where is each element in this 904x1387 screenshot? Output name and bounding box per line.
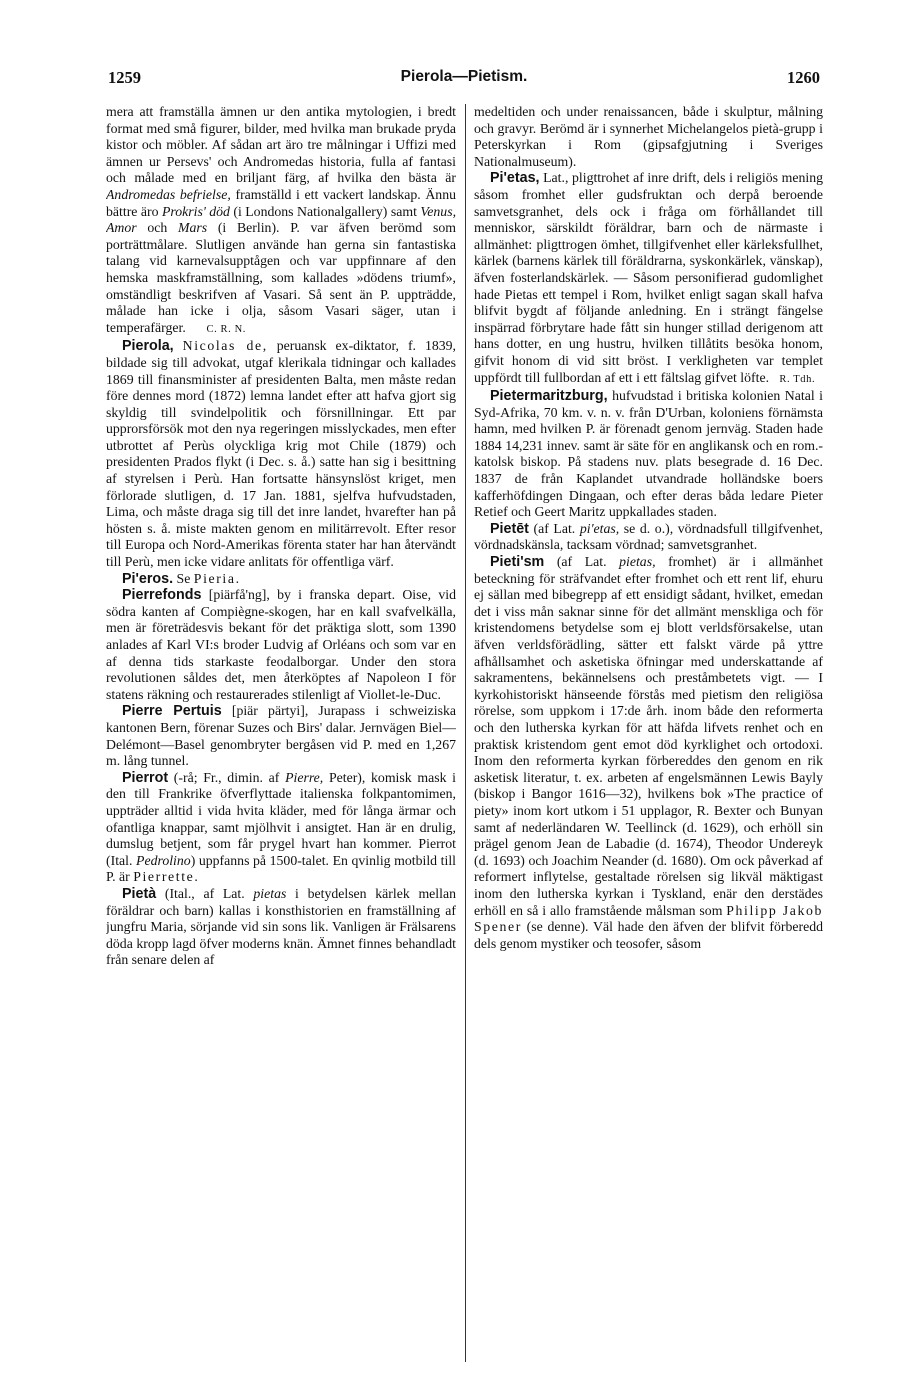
entry-text: peruansk ex-diktator, f. 1839, bildade sig till advokat, utgaf klerikala tidningar och kallades 1869 till finansminister af presidenten Balta, men måste redan före dennes mord (1872) lemna landet efter att hafva gjort sig skyldig till svindelpolitik och försnillningar. Ett par upprorsförsök mot den nya regeringen misslyckades, men efter utbrottet af Perùs olyckliga krig mot Chile (1879) och presidenten Prados flykt (i Dec. s. å.) satte han sig i besittning af styrelsen i Perù. Han fortsatte hänsynslöst kriget, men förlorade slutligen, d. 17 Jan. 1881, sjelfva hufvudstaden, Lima, och måste draga sig till det inre landet, hvarefter han på hösten s. å. miste makten genom en militärrevolt. Efter resor till Europa och Nord-Amerikas förenta stater har han återvändt till Perù, men icke vidare anlitats för offentliga värf. — [106, 338, 456, 570]
entry-pierola — [106, 338, 456, 570]
entry-text: Lat., pligttrohet af inre drift, dels i religiös mening såsom fromhet eller gudsfruktan och derpå beroende samvetsgranhet, dels ock i fråga om förhållandet till menniskor, särskildt föräldrar, barn och de närmaste i allmänhet: pligttrogen ömhet, tillgifvenhet eller kärleksfullhet, kärlek (barnens kärlek till föräldrarna, syskonkärlek, vänskap), äfven fosterlandskärlek. — Såsom personifierad gudomlighet hade Pietas ett tempel i Rom, hvilket enligt sagan skall hafva blifvit bygdt af följande anledning. En i strängt fängelse inspärrad förbrytare hade fått sin hunger stillad derigenom att hans dotter, en ung hustru, hvilken tillåtits besöka honom, gifvit honom di vid sitt bröst. I verkligheten var templet uppfördt till fullbordan af ett i ett fältslag gifvet löfte. — [474, 170, 823, 385]
entry-text: Peter), komisk mask i den till Frankrike öfverflyttade italienska folkpantomimen, uppträder alltid i vida hvita kläder, med för långa ärmar och ofantliga knappar, samt mjölhvit i ansigtet. Han är en drulig, dumslug betjent, som får prygel hvart han kommer. Pierrot (Ital. — [106, 769, 456, 868]
entry-text: se d. o.), vördnadsfull tillgifvenhet, vördnadskänsla, tacksam vördnad; samvetsgranhet. — [474, 520, 823, 553]
entry-text: (af Lat. — [528, 520, 580, 536]
entry-text: mera att framställa ämnen ur den antika mytologien, i bredt format med små figurer, bilder, med hvilka man brukade pryda kistor och möbler. Af sådan art äro tre målningar i Uffizi med ämnen ur Persevs' och Andromedas historia, fulla af fantasi och målade med en briljant färg, af hvilka den bästa är — [106, 104, 456, 186]
artwork-title: Venus, Amor — [106, 203, 456, 236]
entry-text: framställd i ett vackert landskap. Ännu bättre äro — [106, 186, 456, 219]
italic-term: Pierre, — [285, 769, 324, 785]
entry-text: (af Lat. — [544, 554, 620, 570]
entry-pierre-pertuis — [106, 703, 456, 769]
right-column — [474, 104, 823, 1364]
author-signature: C. R. N. — [206, 323, 247, 335]
entry-headword: Pierrefonds — [122, 587, 202, 604]
entry-text: [piärfå'ng], by i franska depart. Oise, vid södra kanten af Compiègne-skogen, har en kall svafvelkälla, men är företrädesvis bekant för det präktiga slott, som 1390 anlades af Karl VI:s broder Ludvig af Orléans och som var en af denna tids starkaste feodalborgar. Under den stora revolutionen såldes det, men återköptes af Napoleon I för statens räkning och restaurerades stilenligt af Viollet-le-Duc. — [106, 587, 456, 702]
entry-text: (i Londons Nationalgallery) samt — [229, 203, 421, 219]
entry-headword: Pietà — [122, 885, 157, 902]
entry-pierrot — [106, 770, 456, 886]
entry-text: (Ital., af Lat. — [156, 885, 254, 901]
entry-text: (se denne). Väl hade den äfven der blifvit förberedd dels genom mystiker och teosofer, såsom — [474, 919, 823, 951]
artwork-title: Andromedas befrielse, — [106, 186, 231, 202]
entry-headword: Pi'eros. — [122, 570, 174, 587]
entry-text: hufvudstad i britiska kolonien Natal i Syd-Afrika, 70 km. v. n. v. från D'Urban, koloniens förnämsta hamn, med hvilken P. är förenadt genom jernväg. Staden hade 1884 14,231 innev. samt är säte för en anglikansk och en rom.-katolsk biskop. På stadens nuv. plats besegrade d. 16 Dec. 1837 de från Kaplandet utvandrade holländske boers kafferhöfdingen Dingaan, och efter deras båda ledare Pieter Retief och Geert Maritz uppkallades staden. — [474, 388, 823, 520]
entry-text: (-rå; Fr., dimin. af — [168, 769, 286, 785]
entry-continuation — [106, 104, 456, 338]
entry-pieros — [106, 571, 456, 588]
artwork-title: Prokris' död — [161, 203, 230, 219]
running-title: Pierola—Pietism. — [400, 68, 528, 85]
entry-headword: Pi'etas, — [490, 170, 540, 187]
italic-term: pietas — [253, 885, 287, 901]
page-number-right: 1260 — [787, 68, 820, 87]
entry-pietism — [474, 554, 823, 952]
entry-pieta — [106, 886, 456, 969]
person-name: Nicolas de, — [182, 338, 268, 354]
entry-text: Se — [173, 570, 194, 586]
spaced-term: Philipp Jakob Spener — [474, 902, 823, 935]
entry-pietermaritzburg — [474, 388, 823, 521]
entry-text: fromhet) är i allmänhet beteckning för sträfvandet efter fromhet och ett rent lif, ehuru ej sällan med bibegrepp af ett ensidigt sådant, hvilket, emedan det i viss mån saknar sinne för det allmänt menskliga och för kristendomens betydelse som ej blott verldsförsakelse, utan äfven verldsförädling, sätter ett falskt värde på yttre afhållsamhet och asketiska öfningar med underskattande af sakramentens, bekännelsens och preståmbetets vigt. — I kyrkohistoriskt hänseende förstås med pietism den religiösa rörelse, som uppkom i 17:de årh. inom både den reformerta och den lutherska kyrkan för att häfda lifvets renhet och en praktisk kristendom gent emot död kyrklighet och ortodoxi. Inom den reformerta kyrkan förbereddes den genom en rik asketisk literatur, t. ex. arbeten af engelsmännen Lewis Bayly (biskop i Bangor 1616—32), hvilkens bok »The practice of piety» inom kort utkom i 51 upplagor, R. Bexter och Bunyan samt af nederländaren W. Teellinck (d. 1629), och erhöll sin prägel genom Jean de Labadie (d. 1674), Theodor Undereyk (d. 1693) och Joachim Neander (d. 1680). Om ock påverkad af reformert inflytelse, gestaltade rörelsen sig likväl mäktigast inom den lutherska kyrkan i Tyskland, enär den derstädes erhöll en så i allo framstående målsman som — [474, 554, 823, 918]
entry-headword: Pietēt — [490, 520, 529, 537]
left-column — [106, 104, 456, 1364]
italic-term: Pedrolino — [136, 852, 191, 868]
column-divider — [465, 104, 466, 1362]
entry-headword: Pieti'sm — [490, 554, 545, 571]
italic-term: pietas, — [619, 554, 656, 570]
entry-pierrefonds — [106, 587, 456, 703]
entry-headword: Pietermaritzburg, — [490, 388, 608, 405]
entry-pietas — [474, 170, 823, 388]
entry-headword: Pierrot — [122, 769, 169, 786]
spaced-term: Pierrette. — [133, 869, 200, 885]
entry-text: i betydelsen kärlek mellan föräldrar och barn) kallas i konsthistorien en framställning af jungfru Maria, sörjande vid sin sons lik. Vanligen är Frälsarens döda kropp lagd öfver moderns knän. Ämnet finnes behandladt från senare delen af — [106, 885, 456, 968]
entry-pietet — [474, 521, 823, 554]
italic-term: pi'etas, — [579, 520, 620, 536]
page-header — [108, 68, 820, 92]
entry-text: och — [136, 220, 178, 236]
entry-headword: Pierola, — [122, 338, 174, 355]
author-signature: R. Tdh. — [779, 373, 816, 385]
entry-headword: Pierre Pertuis — [122, 703, 222, 720]
entry-text: (i Berlin). P. var äfven berömd som porträttmålare. Slutligen använde han gerna sin fantastiska talang vid karnevalsupptågen och var uppfinnare af den hemska maskframställning, som kallades »dödens triumf», omständligt beskrifven af Vasari. Så sent än P. uppträdde, målade han icke i olja, såsom Vasari säger, utan i temperafärger. — [106, 220, 456, 335]
entry-text: [piär pärtyi], Jurapass i schweiziska kantonen Bern, förenar Suzes och Birs' dalar. Jernvägen Biel—Delémont—Basel genombryter bergåsen vid P. med en 1,267 m. lång tunnel. — [106, 703, 456, 769]
page-number-left: 1259 — [108, 68, 141, 87]
entry-text: ) uppfanns på 1500-talet. En qvinlig motbild till P. är — [106, 852, 456, 885]
entry-continuation — [474, 104, 823, 170]
artwork-title: Mars — [178, 220, 208, 236]
cross-reference: Pieria. — [193, 570, 241, 586]
entry-text: medeltiden och under renaissancen, både i skulptur, målning och gravyr. Berömd är i synnerhet Michelangelos pietà-grupp i Peterskyrkan i Rom (gipsafgjutning i Sveriges Nationalmuseum). — [474, 104, 823, 169]
